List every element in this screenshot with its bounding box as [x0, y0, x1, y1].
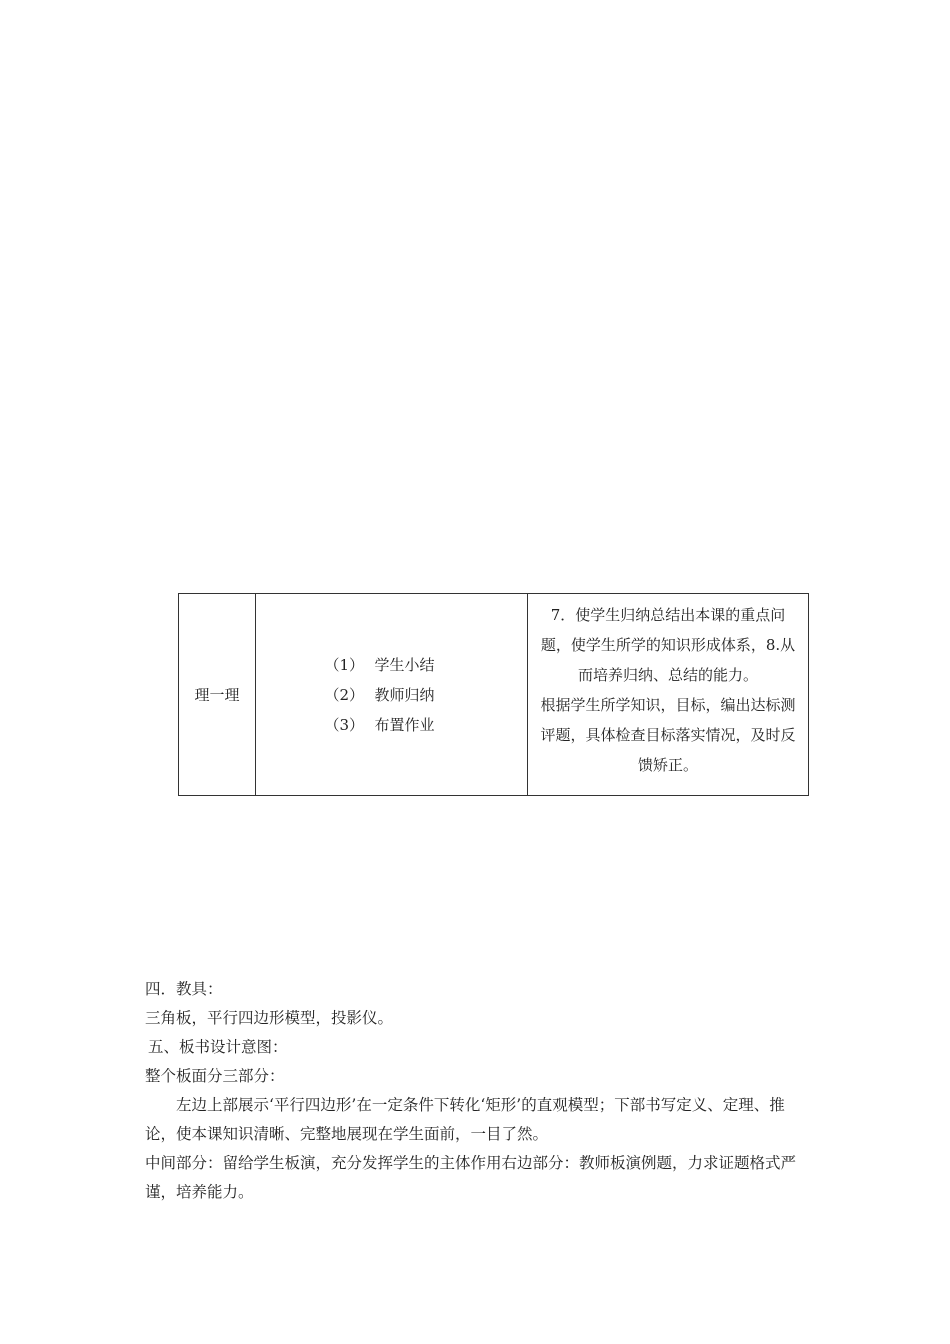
- list-item: [325, 710, 467, 740]
- goals-cell: [528, 594, 809, 796]
- step-number: （3）: [324, 715, 365, 734]
- step-text: 学生小结: [374, 655, 435, 674]
- tools-text: 三角板，平行四边形模型，投影仪。: [145, 1009, 394, 1027]
- stage-label: 理一理: [194, 686, 240, 704]
- table-row: [179, 594, 809, 796]
- goal-paragraph-1: 7．使学生归纳总结出本课的重点问题，使学生所学的知识形成体系，8.从而培养归纳、总结的能力。: [540, 605, 796, 684]
- step-text: 教师归纳: [374, 685, 435, 704]
- body-text: [145, 975, 815, 1207]
- steps-list: [317, 650, 467, 740]
- step-number: （1）: [324, 655, 365, 674]
- list-item: [325, 680, 467, 710]
- step-text: 布置作业: [374, 715, 435, 734]
- board-intro: 整个板面分三部分：: [145, 1067, 285, 1085]
- lesson-plan-table: [178, 593, 809, 796]
- stage-cell: [179, 594, 256, 796]
- board-left-paragraph: 左边上部展示‘平行四边形’在一定条件下转化‘矩形’的直观模型；下部书写定义、定理、推论，使本课知识清晰、完整地展现在学生面前，一目了然。: [145, 1096, 785, 1143]
- board-middle-right-paragraph: 中间部分：留给学生板演，充分发挥学生的主体作用右边部分：教师板演例题，力求证题格式严谨，培养能力。: [145, 1154, 797, 1201]
- goals-text: [528, 600, 808, 780]
- activities-cell: [256, 594, 528, 796]
- step-number: （2）: [324, 685, 365, 704]
- board-heading: 五、板书设计意图：: [148, 1038, 288, 1056]
- list-item: [325, 650, 467, 680]
- tools-heading: 四．教具：: [145, 980, 223, 998]
- goal-paragraph-2: 根据学生所学知识，目标，编出达标测评题，具体检查目标落实情况，及时反馈矫正。: [540, 695, 796, 774]
